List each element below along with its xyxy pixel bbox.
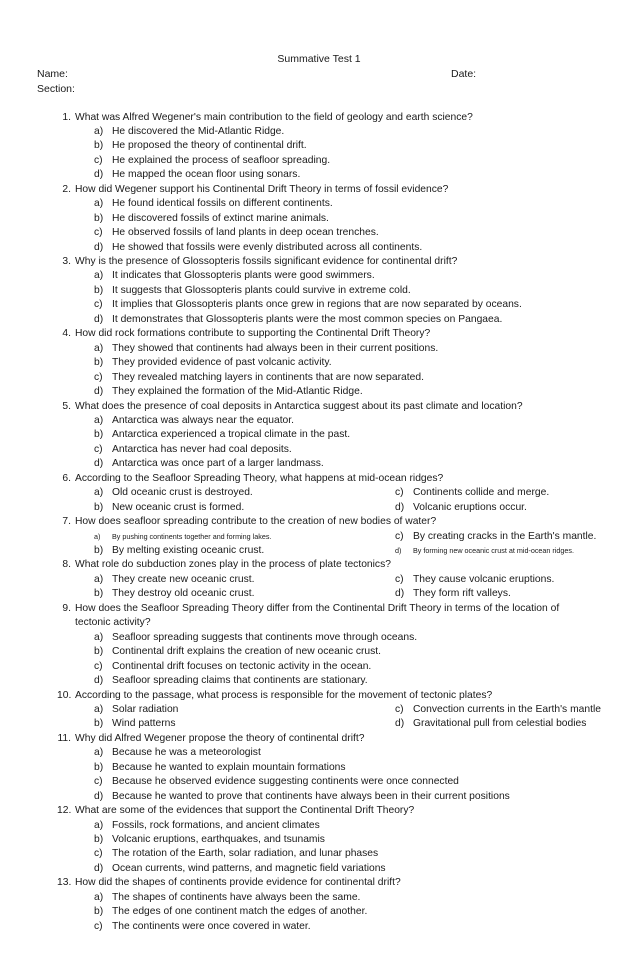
question-item — [57, 183, 597, 197]
question-item — [57, 400, 597, 414]
question-text: How does the Seafloor Spreading Theory differ from the Continental Drift Theory in terms of the location of tectonic activity? — [75, 602, 560, 629]
option-letter: b) — [94, 212, 104, 224]
option-letter: d) — [94, 241, 104, 253]
option-text: The edges of one continent match the edges of another. — [112, 906, 368, 918]
option-text: They create new oceanic crust. — [112, 573, 255, 585]
option-letter: a) — [94, 703, 104, 715]
option-text: Volcanic eruptions, earthquakes, and tsunamis — [112, 833, 325, 845]
option-text: It suggests that Glossopteris plants could survive in extreme cold. — [112, 284, 411, 296]
option-letter: c) — [94, 848, 103, 860]
question-item — [57, 327, 597, 341]
option-letter: c) — [94, 154, 103, 166]
question-item — [57, 876, 597, 890]
option-text: Because he was a meteorologist — [112, 747, 261, 759]
question-item — [57, 255, 597, 269]
question-text: How did rock formations contribute to supporting the Continental Drift Theory? — [75, 328, 431, 340]
option-letter: b) — [94, 646, 104, 658]
question-number: 7. — [62, 516, 71, 528]
option-letter: a) — [94, 747, 104, 759]
option-text: Old oceanic crust is destroyed. — [112, 487, 253, 499]
option-text: Seafloor spreading suggests that continents move through oceans. — [112, 631, 418, 643]
date-label: Date: — [451, 68, 477, 80]
question-item — [57, 732, 597, 746]
option-letter: d) — [395, 718, 405, 730]
option-letter: b) — [94, 501, 104, 513]
option-letter: d) — [94, 169, 104, 181]
option-text: They explained the formation of the Mid-Atlantic Ridge. — [112, 386, 363, 398]
option-text: They showed that continents had always been in their current positions. — [112, 342, 439, 354]
question-text: According to the Seafloor Spreading Theory, what happens at mid-ocean ridges? — [75, 472, 444, 484]
option-text: Because he wanted to prove that continents have always been in their current positions — [112, 790, 510, 802]
option-letter: c) — [94, 920, 103, 932]
option-text: Antarctica has never had coal deposits. — [112, 443, 292, 455]
option-letter: c) — [94, 299, 103, 311]
option-letter: a) — [94, 487, 104, 499]
option-letter: d) — [395, 501, 405, 513]
question-number: 4. — [62, 328, 71, 340]
option-letter: a) — [94, 414, 104, 426]
option-text: He found identical fossils on different continents. — [112, 198, 333, 210]
option-text: By forming new oceanic crust at mid-ocean ridges. — [413, 545, 574, 555]
option-letter: c) — [94, 443, 103, 455]
question-number: 5. — [62, 400, 71, 412]
option-letter: a) — [94, 125, 104, 137]
question-text: Why did Alfred Wegener propose the theory of continental drift? — [75, 732, 365, 744]
option-letter: d) — [94, 458, 104, 470]
option-letter: d) — [94, 862, 104, 874]
question-text: What does the presence of coal deposits in Antarctica suggest about its past climate and location? — [75, 400, 523, 412]
question-text: What was Alfred Wegener's main contribution to the field of geology and earth science? — [75, 111, 473, 123]
option-text: Fossils, rock formations, and ancient climates — [112, 819, 320, 831]
option-text: The shapes of continents have always been the same. — [112, 891, 361, 903]
option-letter: c) — [94, 227, 103, 239]
option-letter: a) — [94, 631, 104, 643]
option-text: By pushing continents together and forming lakes. — [112, 531, 272, 541]
question-item — [57, 515, 597, 529]
question-text: What role do subduction zones play in the process of plate tectonics? — [75, 559, 391, 571]
option-text: He observed fossils of land plants in deep ocean trenches. — [112, 227, 379, 239]
option-letter: c) — [395, 703, 404, 715]
question-item — [57, 558, 597, 572]
option-letter: b) — [94, 140, 104, 152]
option-letter: b) — [94, 284, 104, 296]
option-letter: a) — [94, 198, 104, 210]
option-text: He discovered the Mid-Atlantic Ridge. — [112, 125, 285, 137]
option-letter: d) — [94, 313, 104, 325]
option-text: Antarctica experienced a tropical climate in the past. — [112, 429, 351, 441]
option-text: They revealed matching layers in continents that are now separated. — [112, 371, 424, 383]
question-text: According to the passage, what process is responsible for the movement of tectonic plates? — [75, 689, 493, 701]
option-text: It demonstrates that Glossopteris plants were the most common species on Pangaea. — [112, 313, 503, 325]
option-text: They cause volcanic eruptions. — [413, 573, 555, 585]
question-text: How does seafloor spreading contribute to the creation of new bodies of water? — [75, 516, 437, 528]
option-text: He proposed the theory of continental drift. — [112, 140, 307, 152]
question-text: Why is the presence of Glossopteris fossils significant evidence for continental drift? — [75, 256, 458, 267]
question-number: 1. — [62, 111, 71, 123]
option-text: By creating cracks in the Earth's mantle. — [413, 530, 597, 542]
option-text: By melting existing oceanic crust. — [112, 544, 265, 556]
question-item — [57, 689, 597, 703]
option-letter: b) — [94, 588, 104, 600]
option-letter: d) — [395, 545, 402, 555]
question-number: 9. — [62, 602, 71, 614]
question-text: How did the shapes of continents provide evidence for continental drift? — [75, 877, 401, 889]
option-letter: c) — [94, 660, 103, 672]
option-text: Continental drift focuses on tectonic activity in the ocean. — [112, 660, 372, 672]
option-text: He discovered fossils of extinct marine animals. — [112, 212, 329, 224]
option-text: He mapped the ocean floor using sonars. — [112, 169, 301, 181]
option-letter: c) — [395, 487, 404, 499]
question-item — [57, 472, 597, 486]
question-item — [57, 804, 597, 818]
option-text: The rotation of the Earth, solar radiation, and lunar phases — [112, 848, 379, 860]
option-text: The continents were once covered in water. — [112, 920, 311, 932]
section-label: Section: — [37, 83, 75, 95]
option-text: Antarctica was once part of a larger landmass. — [112, 458, 324, 470]
option-letter: b) — [94, 544, 104, 556]
option-text: Ocean currents, wind patterns, and magnetic field variations — [112, 862, 386, 874]
question-text: How did Wegener support his Continental Drift Theory in terms of fossil evidence? — [75, 183, 449, 195]
option-letter: d) — [395, 588, 405, 600]
option-letter: c) — [94, 371, 103, 383]
question-number: 3. — [62, 256, 71, 267]
option-letter: a) — [94, 891, 104, 903]
option-letter: a) — [94, 819, 104, 831]
option-text: Seafloor spreading claims that continents are stationary. — [112, 675, 368, 687]
option-letter: c) — [395, 573, 404, 585]
option-letter: a) — [94, 531, 101, 541]
option-letter: b) — [94, 833, 104, 845]
option-text: Solar radiation — [112, 703, 179, 715]
option-text: Volcanic eruptions occur. — [413, 501, 527, 513]
option-text: They form rift valleys. — [413, 588, 511, 600]
question-number: 11. — [57, 732, 71, 744]
option-text: Because he observed evidence suggesting continents were once connected — [112, 776, 459, 788]
option-letter: b) — [94, 906, 104, 918]
option-text: They provided evidence of past volcanic activity. — [112, 357, 332, 369]
question-text: What are some of the evidences that support the Continental Drift Theory? — [75, 805, 415, 817]
option-text: Convection currents in the Earth's mantle — [413, 703, 601, 715]
name-label: Name: — [37, 68, 68, 80]
option-text: Continental drift explains the creation of new oceanic crust. — [112, 646, 382, 658]
option-letter: b) — [94, 357, 104, 369]
option-letter: b) — [94, 429, 104, 441]
question-item — [57, 111, 597, 125]
question-number: 10. — [57, 689, 72, 701]
option-letter: c) — [94, 776, 103, 788]
question-number: 6. — [62, 472, 71, 484]
question-number: 12. — [57, 805, 72, 817]
option-text: Wind patterns — [112, 718, 176, 730]
option-letter: a) — [94, 270, 104, 282]
option-text: It indicates that Glossopteris plants were good swimmers. — [112, 270, 375, 282]
option-text: They destroy old oceanic crust. — [112, 588, 255, 600]
option-text: Because he wanted to explain mountain formations — [112, 761, 346, 773]
option-text: Antarctica was always near the equator. — [112, 414, 295, 426]
question-item — [57, 602, 597, 631]
option-letter: a) — [94, 342, 104, 354]
option-text: It implies that Glossopteris plants once grew in regions that are now separated by oceans. — [112, 299, 522, 311]
page-title: Summative Test 1 — [277, 53, 361, 65]
question-number: 13. — [57, 877, 72, 889]
option-letter: a) — [94, 573, 104, 585]
option-text: New oceanic crust is formed. — [112, 501, 245, 513]
option-text: He explained the process of seafloor spreading. — [112, 154, 331, 166]
option-letter: c) — [395, 530, 404, 542]
option-text: Continents collide and merge. — [413, 487, 550, 499]
option-letter: d) — [94, 790, 104, 802]
option-text: Gravitational pull from celestial bodies — [413, 718, 587, 730]
option-letter: d) — [94, 675, 104, 687]
option-letter: d) — [94, 386, 104, 398]
option-text: He showed that fossils were evenly distributed across all continents. — [112, 241, 423, 253]
question-number: 8. — [62, 559, 71, 571]
question-number: 2. — [62, 183, 71, 195]
option-letter: b) — [94, 761, 104, 773]
option-letter: b) — [94, 718, 104, 730]
